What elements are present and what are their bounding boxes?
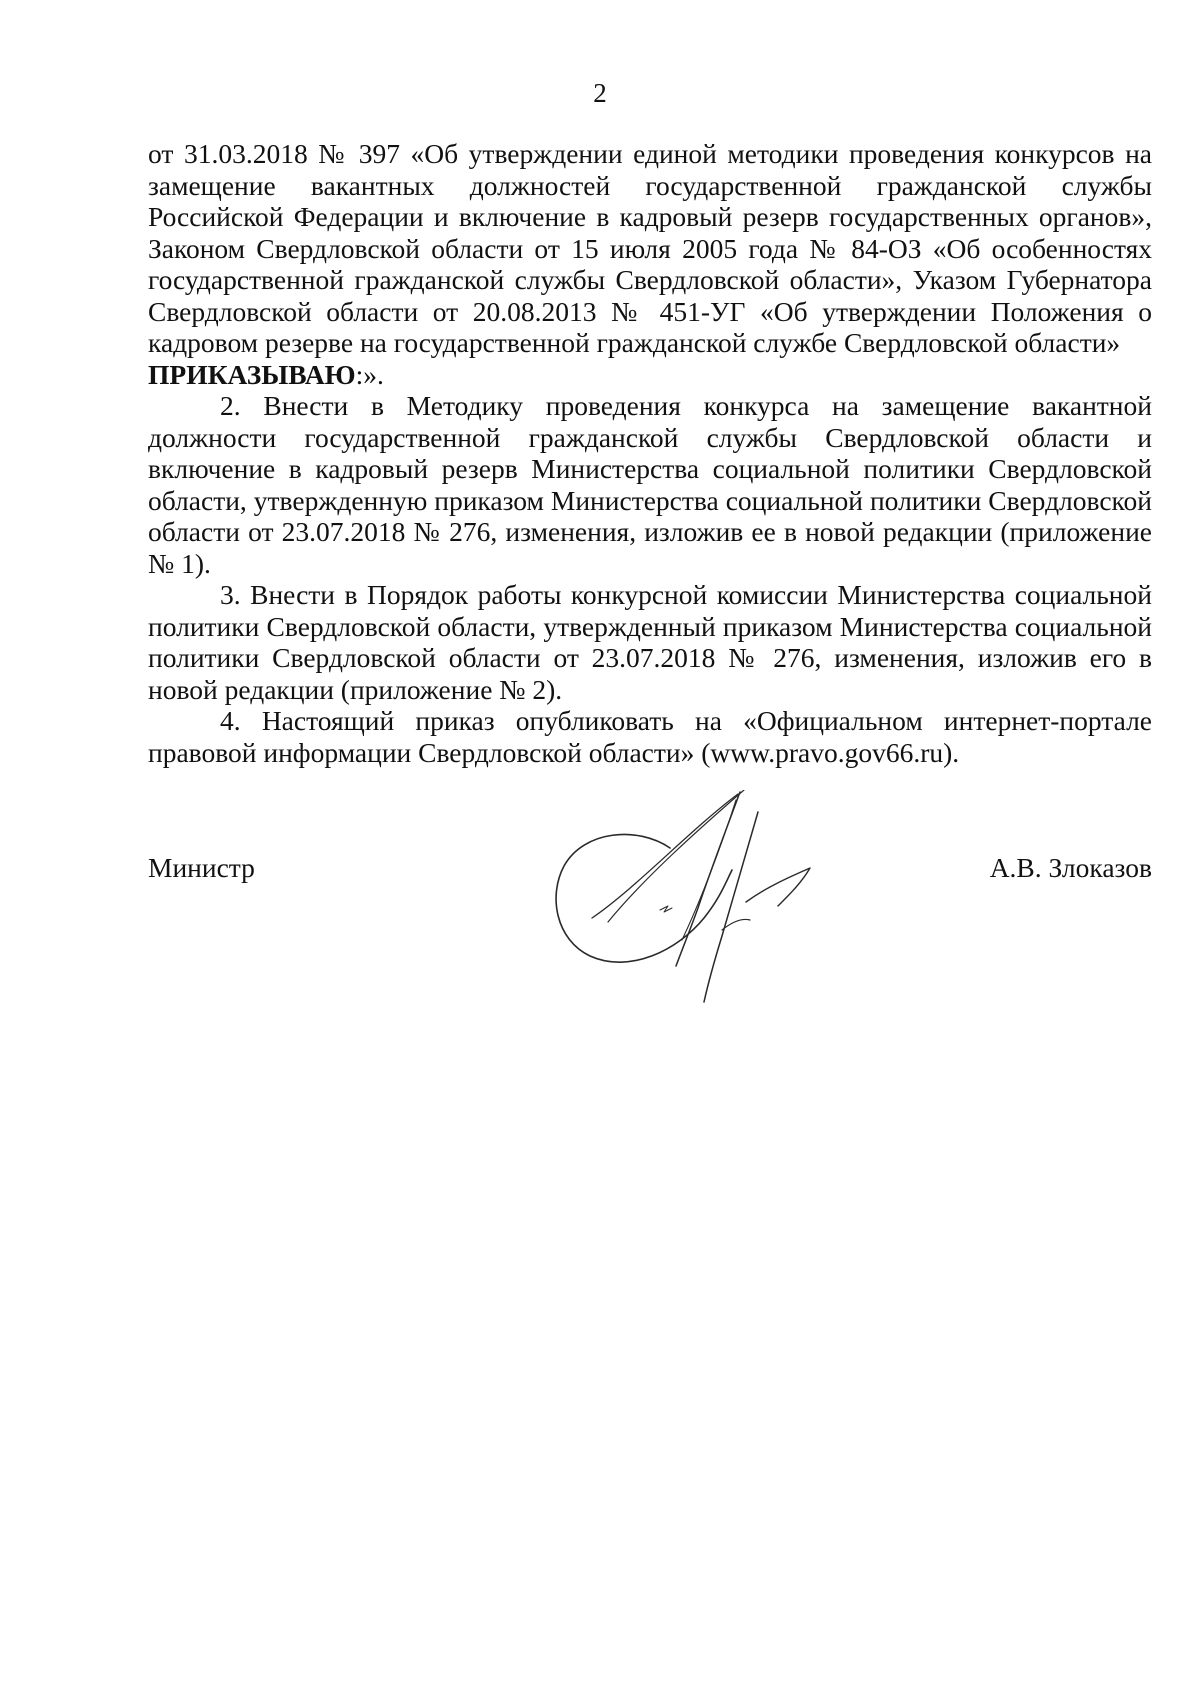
paragraph-item-4: 4. Настоящий приказ опубликовать на «Официальном интернет-портале правовой информации Свердловской области» (www.pravo.gov66.ru).	[148, 705, 1152, 768]
order-word: ПРИКАЗЫВАЮ	[148, 358, 356, 390]
document-body	[148, 138, 1152, 768]
order-line	[148, 359, 1152, 391]
paragraph-item-3: 3. Внести в Порядок работы конкурсной комиссии Министерства социальной политики Свердловской области, утвержденный приказом Министерства социальной политики Свердловской области от 23.07.2018 № 276, изменения, изложив его в новой редакции (приложение № 2).	[148, 579, 1152, 705]
page-number: 2	[593, 78, 607, 108]
paragraph-legal-basis: от 31.03.2018 № 397 «Об утверждении единой методики проведения конкурсов на замещение вакантных должностей государственной гражданской службы Российской Федерации и включение в кадровый резерв государственных органов», Законом Свердловской области от 15 июля 2005 года № 84-ОЗ «Об особенностях государственной гражданской службы Свердловской области», Указом Губернатора Свердловской области от 20.08.2013 № 451-УГ «Об утверждении Положения о кадровом резерве на государственной гражданской службе Свердловской области»	[148, 138, 1152, 358]
signatory-name: А.В. Злоказов	[989, 852, 1152, 883]
order-suffix: :».	[355, 358, 384, 390]
signatory-position: Министр	[148, 852, 255, 883]
paragraph-item-2: 2. Внести в Методику проведения конкурса на замещение вакантной должности государственной гражданской службы Свердловской области и включение в кадровый резерв Министерства социальной политики Свердловской области, утвержденную приказом Министерства социальной политики Свердловской области от 23.07.2018 № 276, изменения, изложив ее в новой редакции (приложение № 1).	[148, 390, 1152, 579]
handwritten-signature	[550, 790, 850, 1010]
